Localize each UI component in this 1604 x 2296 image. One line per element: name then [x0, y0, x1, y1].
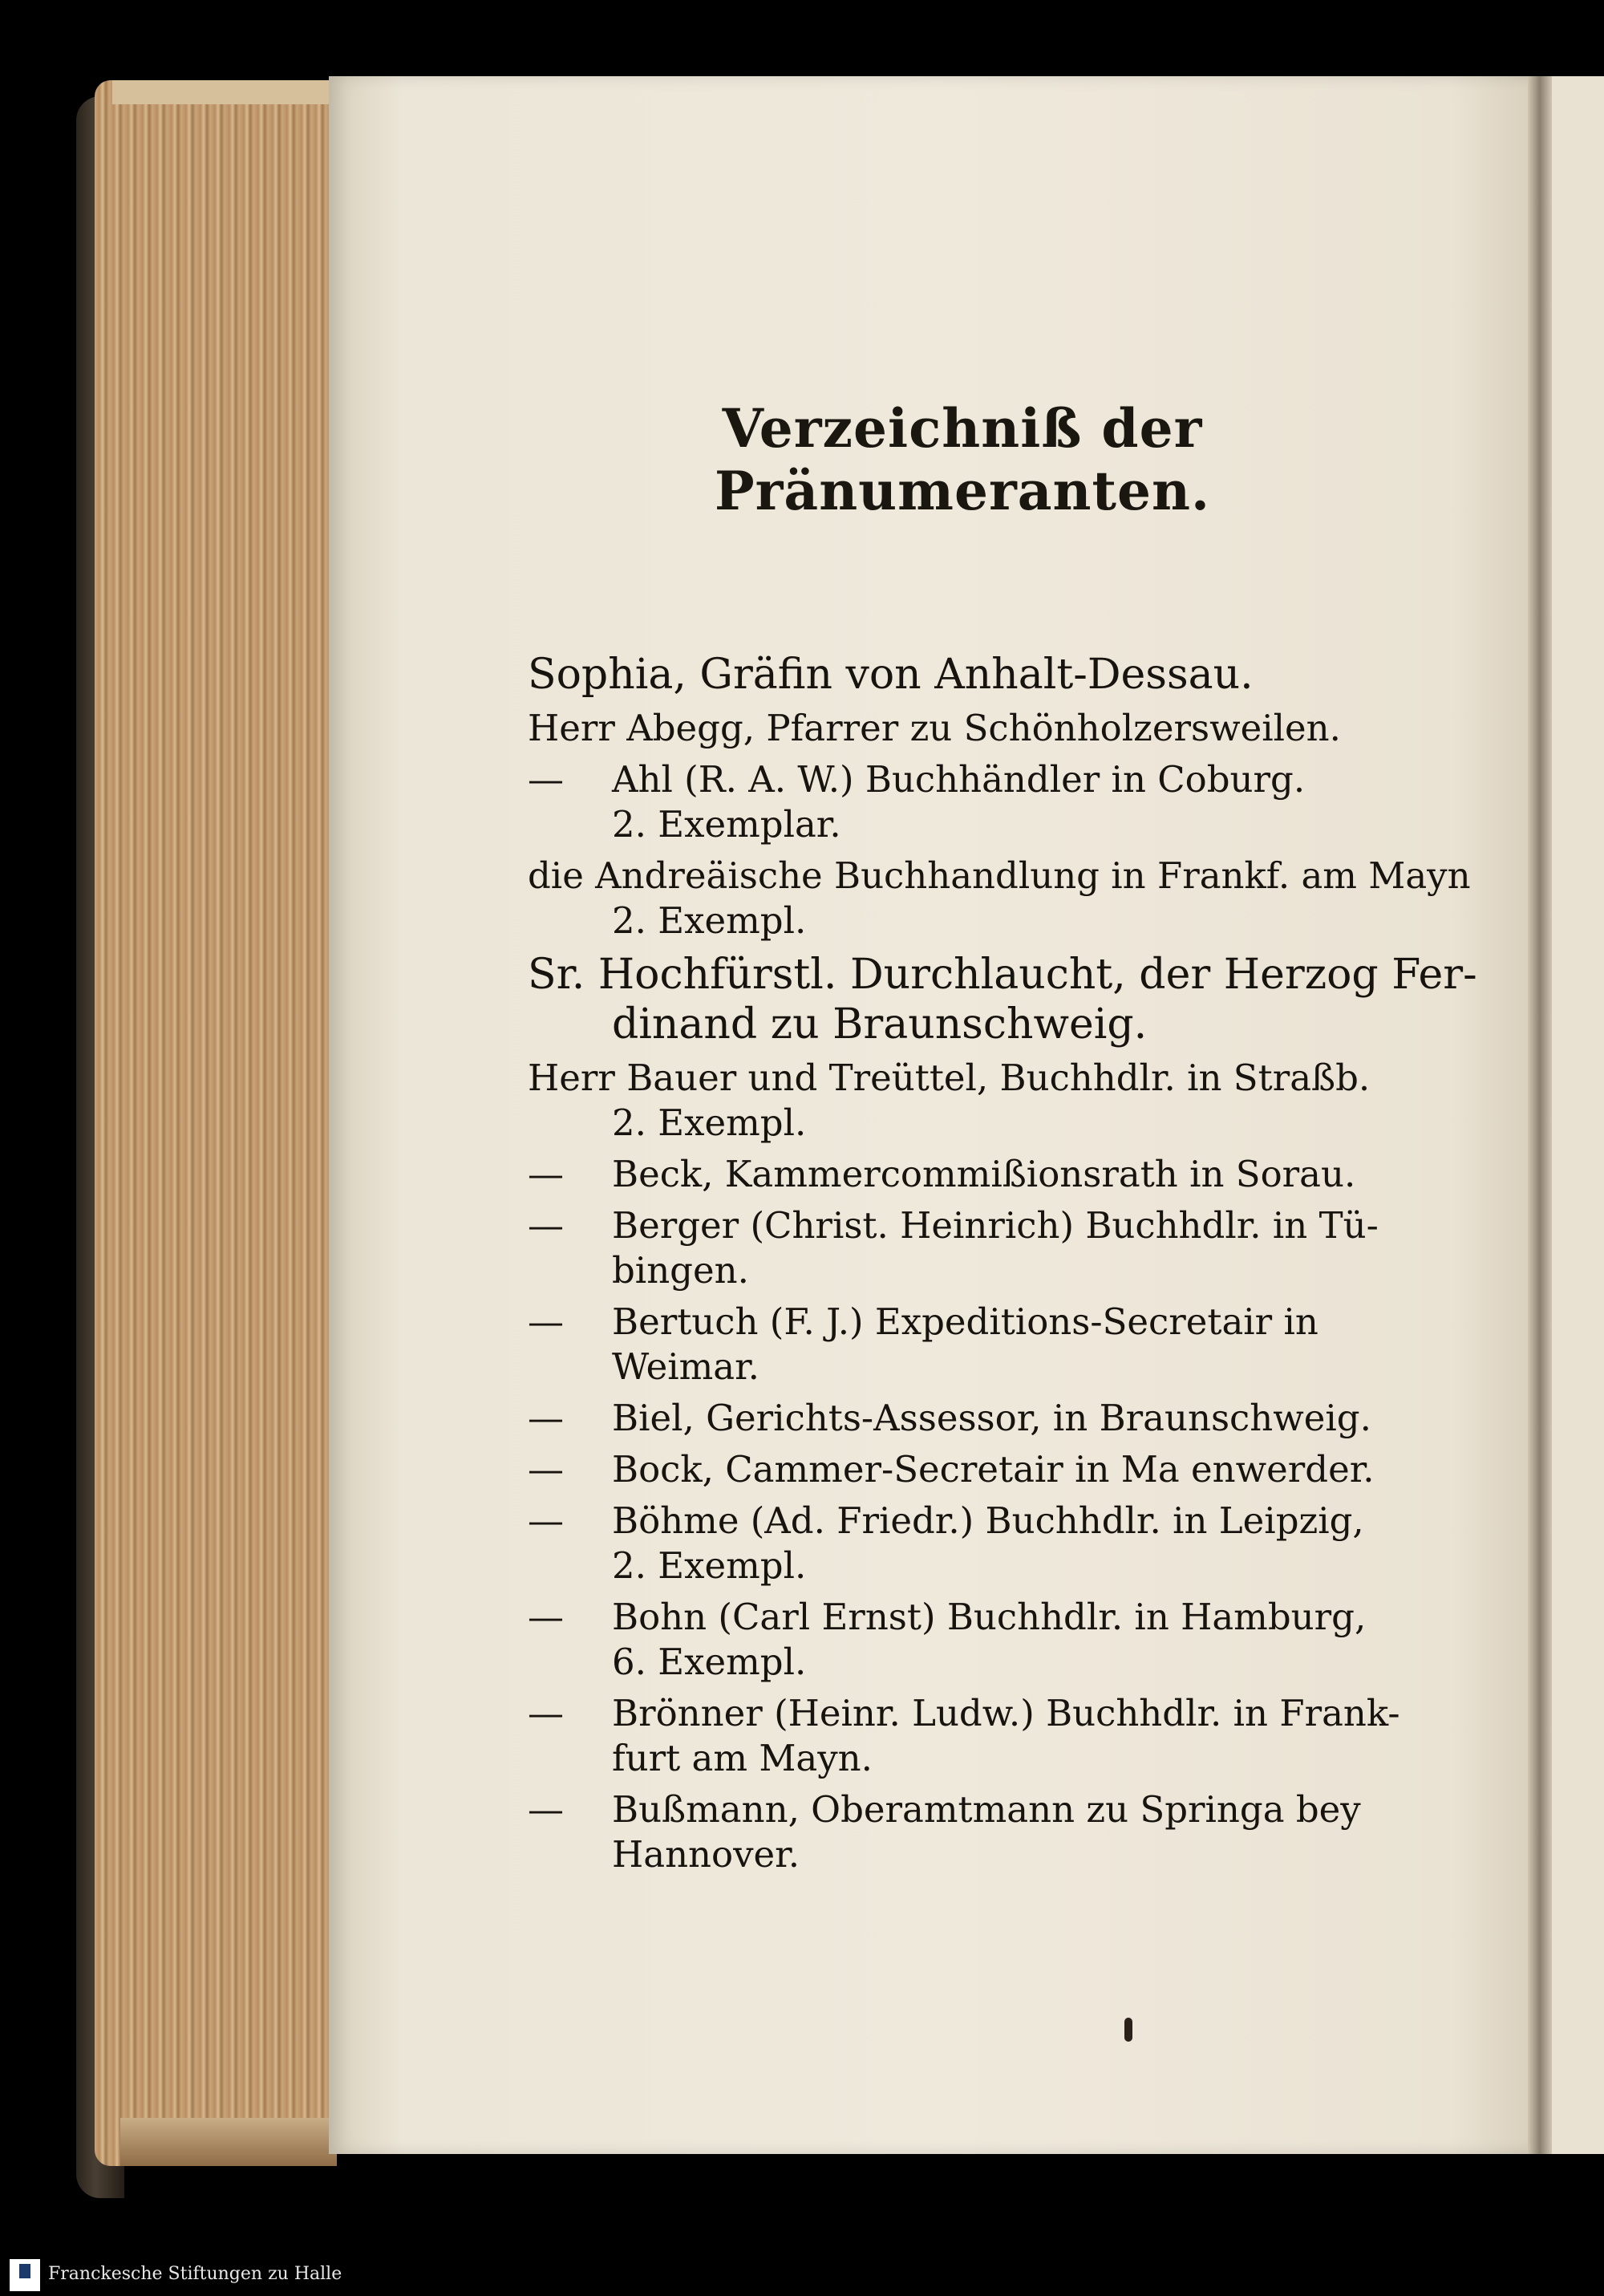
list-item: [528, 1056, 1398, 1146]
list-item: [528, 1691, 1398, 1781]
page-title: Verzeichniß der Pränumeranten.: [715, 397, 1210, 522]
entry-line: [528, 1787, 1398, 1832]
entry-line: [528, 950, 1477, 1000]
list-item: [528, 1595, 1398, 1685]
list-item: [528, 650, 1398, 700]
entry-continuation: 2. Exempl.: [612, 899, 807, 942]
entry-dash: —: [528, 1692, 564, 1734]
entry-dash: —: [528, 1788, 564, 1831]
entry-line: [528, 1203, 1398, 1248]
entry-text: Berger (Christ. Heinrich) Buchhdlr. in Tü-: [612, 1204, 1379, 1247]
entry-dash: —: [528, 1300, 564, 1343]
institution-logo-icon: [10, 2259, 40, 2291]
page-stack-edge: [95, 80, 335, 2166]
entry-continuation: dinand zu Braunschweig.: [612, 1000, 1148, 1049]
footer-bar: [0, 2254, 1604, 2296]
list-item: [528, 706, 1398, 751]
entry-text: Herr Abegg, Pfarrer zu Schönholzersweilen.: [528, 707, 1341, 749]
book-gutter: [1528, 76, 1552, 2154]
entry-text: Biel, Gerichts-Assessor, in Braunschweig.: [612, 1397, 1371, 1439]
list-item: [528, 1787, 1398, 1877]
entry-dash: —: [528, 1499, 564, 1542]
entry-dash: —: [528, 1448, 564, 1491]
entry-text: Bertuch (F. J.) Expeditions-Secretair in: [612, 1300, 1318, 1343]
entry-line: [528, 1499, 1398, 1544]
entry-text: die Andreäische Buchhandlung in Frankf. am Mayn: [528, 854, 1471, 897]
entry-line: [528, 650, 1398, 700]
entry-text: Brönner (Heinr. Ludw.) Buchhdlr. in Frank-: [612, 1692, 1400, 1734]
entry-text: Bock, Cammer-Secretair in Ma enwerder.: [612, 1448, 1375, 1491]
list-item: [528, 854, 1471, 943]
entry-line: [528, 706, 1398, 751]
entry-text: Sophia, Gräfin von Anhalt-Dessau.: [528, 651, 1254, 699]
page-stack-top: [112, 80, 337, 104]
entry-text: Bußmann, Oberamtmann zu Springa bey: [612, 1788, 1361, 1831]
entry-dash: —: [528, 758, 564, 801]
entry-dash: —: [528, 1596, 564, 1638]
entry-line: [528, 1447, 1398, 1492]
list-item: [528, 1396, 1398, 1441]
footer-institution: Franckesche Stiftungen zu Halle: [48, 2264, 342, 2284]
entry-text: Bohn (Carl Ernst) Buchhdlr. in Hamburg,: [612, 1596, 1367, 1638]
entry-continuation: bingen.: [612, 1249, 749, 1292]
list-item: [528, 1300, 1398, 1389]
list-item: [528, 950, 1477, 1049]
list-item: [528, 1203, 1398, 1293]
entry-continuation: Hannover.: [612, 1833, 800, 1876]
list-item: [528, 1499, 1398, 1588]
entry-dash: —: [528, 1397, 564, 1439]
entry-line: [528, 1595, 1398, 1640]
entry-text: Ahl (R. A. W.) Buchhändler in Coburg.: [612, 758, 1306, 801]
entry-line: [528, 757, 1398, 802]
facing-page-edge: [1552, 76, 1604, 2154]
entry-line: [528, 1300, 1398, 1345]
entry-dash: —: [528, 1153, 564, 1195]
ink-mark: [1124, 2018, 1132, 2042]
entry-continuation: 2. Exempl.: [612, 1544, 807, 1587]
entry-line: [528, 854, 1471, 899]
entry-text: Herr Bauer und Treüttel, Buchhdlr. in Straßb.: [528, 1057, 1371, 1099]
page-stack-bottom: [120, 2118, 337, 2166]
entry-dash: —: [528, 1204, 564, 1247]
entry-line: [528, 1396, 1398, 1441]
entry-continuation: Weimar.: [612, 1345, 759, 1388]
entry-text: Sr. Hochfürstl. Durchlaucht, der Herzog Fer-: [528, 951, 1477, 999]
entry-continuation: furt am Mayn.: [612, 1737, 873, 1779]
entry-continuation: 2. Exempl.: [612, 1101, 807, 1144]
entry-line: [528, 1056, 1398, 1101]
subscriber-list: [528, 650, 1477, 1884]
list-item: [528, 1152, 1398, 1197]
entry-line: [528, 1152, 1398, 1197]
entry-text: Böhme (Ad. Friedr.) Buchhdlr. in Leipzig,: [612, 1499, 1364, 1542]
entry-line: [528, 1691, 1398, 1736]
entry-text: Beck, Kammercommißionsrath in Sorau.: [612, 1153, 1356, 1195]
entry-continuation: 2. Exemplar.: [612, 803, 841, 846]
entry-continuation: 6. Exempl.: [612, 1641, 807, 1683]
list-item: [528, 1447, 1398, 1492]
list-item: [528, 757, 1398, 847]
